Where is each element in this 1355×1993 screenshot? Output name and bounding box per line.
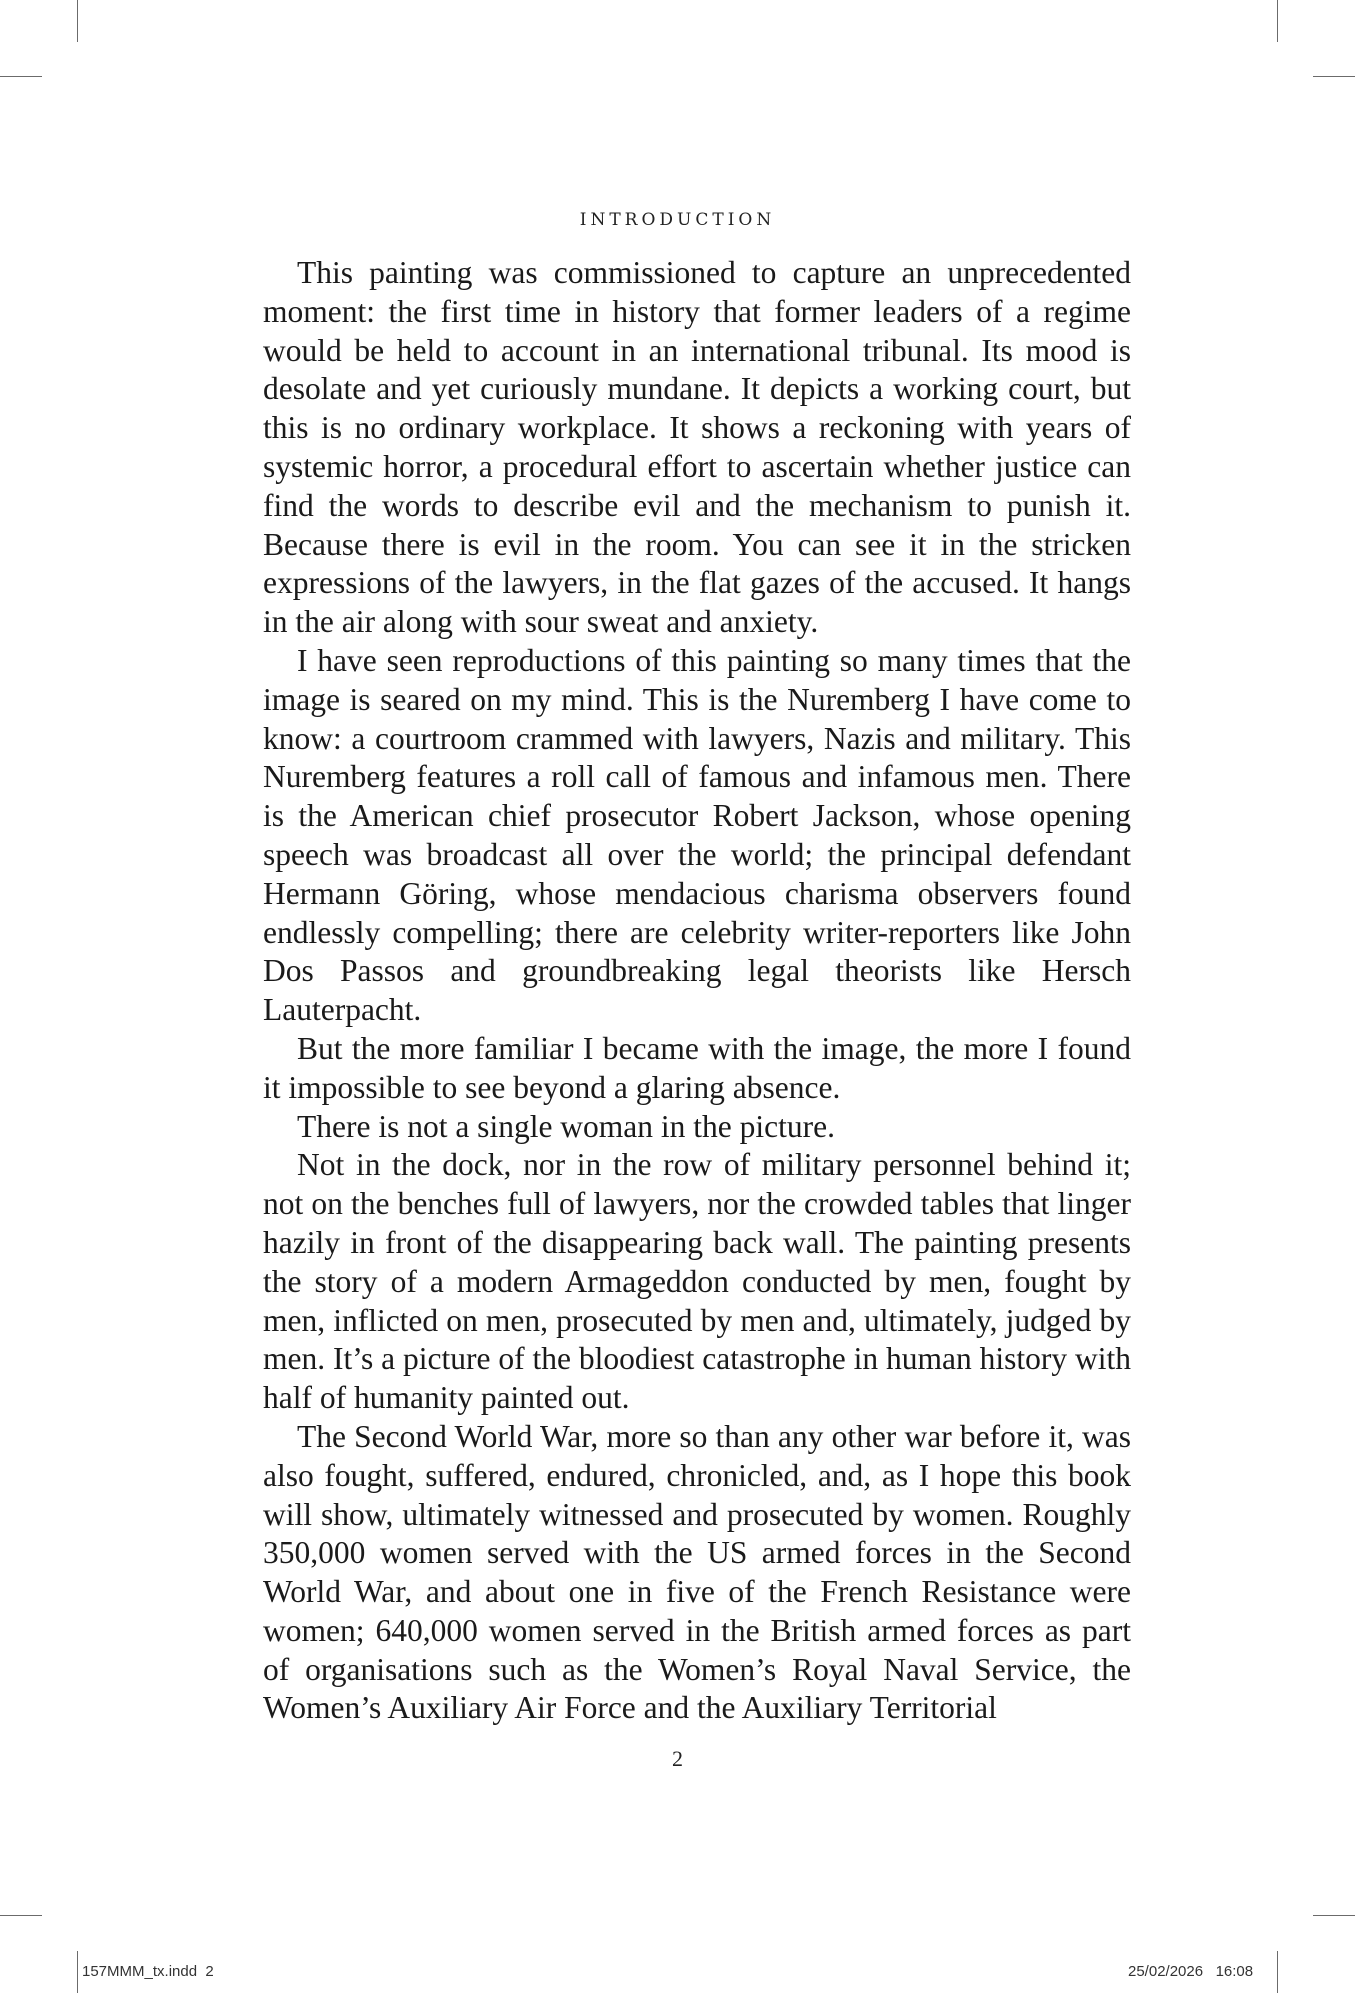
paragraph: There is not a single woman in the picture. bbox=[297, 1108, 835, 1144]
paragraph: But the more familiar I became with the image, the more I found it impossible to see beyond a glaring absence. bbox=[263, 1030, 1131, 1105]
crop-mark-left-top bbox=[0, 76, 42, 77]
crop-mark-top-right bbox=[1277, 0, 1278, 42]
crop-mark-right-bottom bbox=[1313, 1915, 1355, 1916]
crop-mark-top-left bbox=[77, 0, 78, 42]
slug-filename: 157MMM_tx.indd 2 bbox=[82, 1963, 214, 1980]
paragraph: This painting was commissioned to capture an unprecedented moment: the first time in history that former leaders of a regime would be held to account in an international tribunal. Its mood is desolate and yet curiously mundane. It depicts a working court, but this is no ordinary workplace. It shows a reckoning with years of systemic horror, a procedural effort to ascertain whether justice can find the words to describe evil and the mechanism to punish it. Because there is evil in the room. You can see it in the stricken expressions of the lawyers, in the flat gazes of the accused. It hangs in the air along with sour sweat and anxiety. bbox=[263, 255, 1131, 640]
running-head: INTRODUCTION bbox=[579, 210, 776, 230]
crop-mark-left-bottom bbox=[0, 1915, 42, 1916]
paragraph: Not in the dock, nor in the row of military personnel behind it; not on the benches full of lawyers, nor the crowded tables that linger hazily in front of the disappearing back wall. The painting presents the story of a modern Armageddon conducted by men, fought by men, inflicted on men, prosecuted by men and, ultimately, judged by men. It’s a picture of the bloodiest catastrophe in human history with half of humanity painted out. bbox=[263, 1147, 1131, 1416]
crop-mark-bottom-left bbox=[77, 1951, 78, 1993]
slug-timestamp: 25/02/2026 16:08 bbox=[1128, 1963, 1254, 1980]
crop-mark-bottom-right bbox=[1277, 1951, 1278, 1993]
paragraph: I have seen reproductions of this painting so many times that the image is seared on my mind. This is the Nuremberg I have come to know: a courtroom crammed with lawyers, Nazis and military. This Nuremberg features a roll call of famous and infamous men. There is the American chief prosecutor Robert Jackson, whose opening speech was broadcast all over the world; the principal defendant Hermann Göring, whose mendacious charisma observers found endlessly compelling; there are celebrity writer-reporters like John Dos Passos and groundbreaking legal theorists like Hersch Lauterpacht. bbox=[263, 642, 1131, 1028]
paragraph: The Second World War, more so than any other war before it, was also fought, suffered, endured, chronicled, and, as I hope this book will show, ultimately witnessed and prosecuted by women. Roughly 350,000 women served with the US armed forces in the Second World War, and about one in five of the French Resistance were women; 640,000 women served in the British armed forces as part of organisations such as the Women’s Royal Naval Service, the Women’s Auxiliary Air Force and the Auxiliary Territorial bbox=[263, 1418, 1131, 1726]
body-text bbox=[263, 254, 1131, 1728]
page-number: 2 bbox=[672, 1746, 683, 1771]
crop-mark-right-top bbox=[1313, 76, 1355, 77]
